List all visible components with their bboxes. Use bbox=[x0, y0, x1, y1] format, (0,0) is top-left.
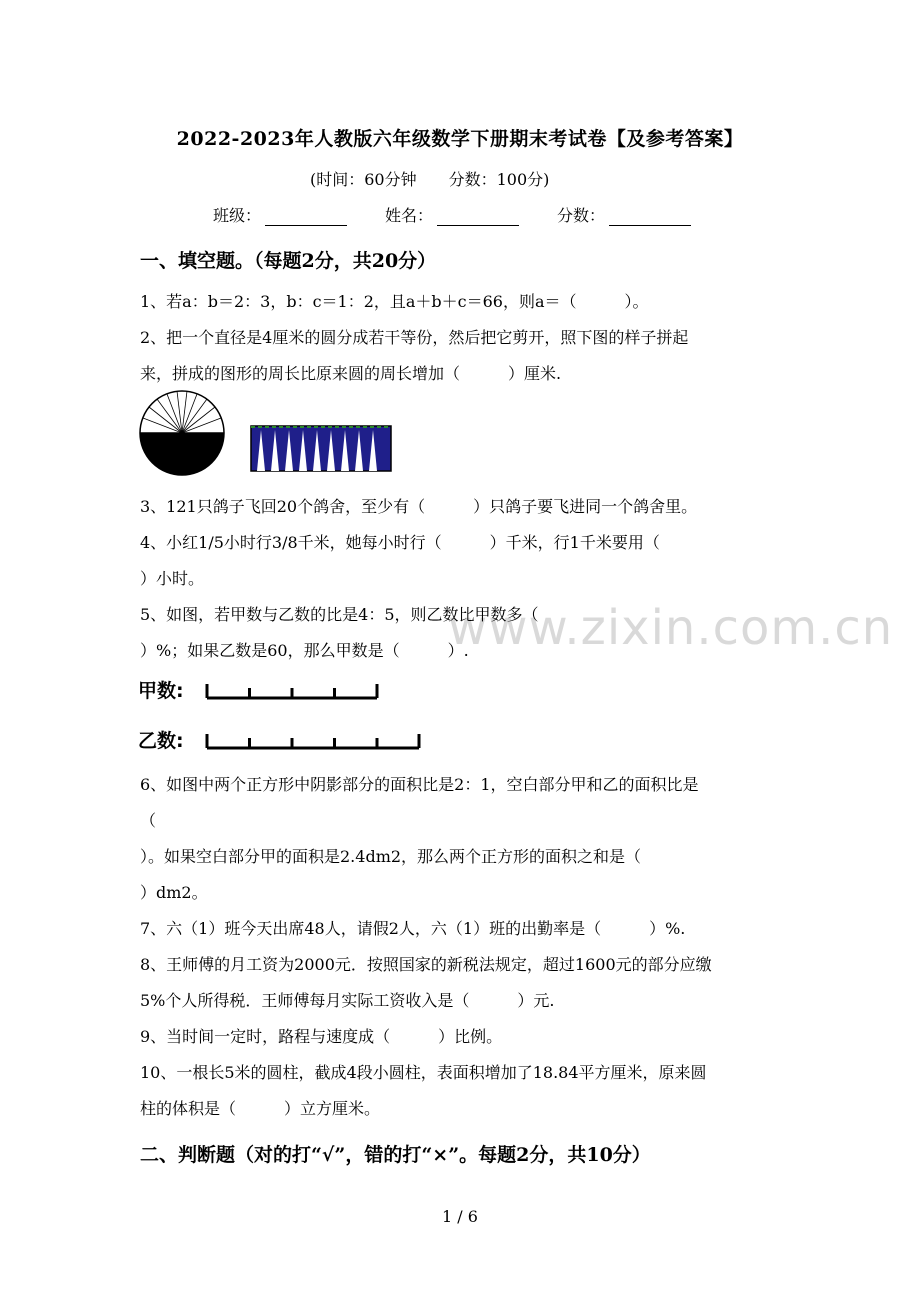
question-line: 3、121只鸽子飞回20个鸽舍，至少有（ ）只鸽子要飞进同一个鸽舍里。 bbox=[140, 497, 698, 516]
score-label: 分数： bbox=[557, 206, 606, 225]
name-field[interactable] bbox=[385, 203, 519, 226]
question-line: 8、王师傅的月工资为2000元．按照国家的新税法规定，超过1600元的部分应缴 bbox=[140, 955, 712, 974]
sector-circle bbox=[140, 391, 224, 475]
jia-label: 甲数: bbox=[138, 680, 184, 702]
question-line: 4、小红1/5小时行3/8千米，她每小时行（ ）千米，行1千米要用（ bbox=[140, 533, 660, 552]
score-blank[interactable] bbox=[609, 209, 691, 226]
question-line: ）小时。 bbox=[140, 569, 205, 588]
question-line: ）。如果空白部分甲的面积是2.4dm2，那么两个正方形的面积之和是（ bbox=[140, 847, 642, 866]
section-1-heading: 一、填空题。（每题2分，共20分） bbox=[140, 250, 437, 272]
name-label: 姓名： bbox=[385, 206, 434, 225]
student-info-row bbox=[213, 203, 691, 226]
rearranged-strip bbox=[251, 426, 391, 471]
question-line: 6、如图中两个正方形中阴影部分的面积比是2：1，空白部分甲和乙的面积比是 bbox=[140, 775, 699, 794]
watermark: www.zixin.com.cn bbox=[448, 600, 894, 656]
class-label: 班级： bbox=[213, 206, 262, 225]
question-line: 2、把一个直径是4厘米的圆分成若干等份，然后把它剪开，照下图的样子拼起 bbox=[140, 328, 689, 347]
question-line: ）%；如果乙数是60，那么甲数是（ ）. bbox=[140, 641, 469, 660]
question-line: 7、六（1）班今天出席48人，请假2人，六（1）班的出勤率是（ ）%. bbox=[140, 919, 686, 938]
question-line: ）dm2。 bbox=[140, 883, 208, 902]
question-line: 10、一根长5米的圆柱，截成4段小圆柱，表面积增加了18.84平方厘米，原来圆 bbox=[140, 1063, 707, 1082]
question-line: 1、若a：b＝2：3，b：c＝1：2，且a＋b＋c＝66，则a＝（ ）。 bbox=[140, 292, 649, 311]
name-blank[interactable] bbox=[437, 209, 519, 226]
page-title: 2022-2023年人教版六年级数学下册期末考试卷【及参考答案】 bbox=[176, 128, 744, 150]
section-2-heading: 二、判断题（对的打“√”，错的打“×”。每题2分，共10分） bbox=[140, 1144, 651, 1166]
jia-bar bbox=[204, 680, 424, 702]
circle-rearrange-figure bbox=[138, 390, 400, 476]
score-field[interactable] bbox=[557, 203, 691, 226]
question-line: 来，拼成的图形的周长比原来圆的周长增加（ ）厘米. bbox=[140, 364, 562, 383]
question-line: 5%个人所得税．王师傅每月实际工资收入是（ ）元. bbox=[140, 991, 555, 1010]
question-line: 柱的体积是（ ）立方厘米。 bbox=[140, 1099, 381, 1118]
exam-time-score: (时间：60分钟 分数：100分) bbox=[310, 170, 550, 189]
question-line: 5、如图，若甲数与乙数的比是4：5，则乙数比甲数多（ bbox=[140, 605, 539, 624]
question-line: 9、当时间一定时，路程与速度成（ ）比例。 bbox=[140, 1027, 503, 1046]
question-line: （ bbox=[140, 811, 157, 830]
class-blank[interactable] bbox=[265, 209, 347, 226]
yi-label: 乙数: bbox=[138, 730, 184, 752]
class-field[interactable] bbox=[213, 203, 347, 226]
page-number: 1 / 6 bbox=[442, 1207, 478, 1226]
yi-bar bbox=[204, 730, 424, 752]
